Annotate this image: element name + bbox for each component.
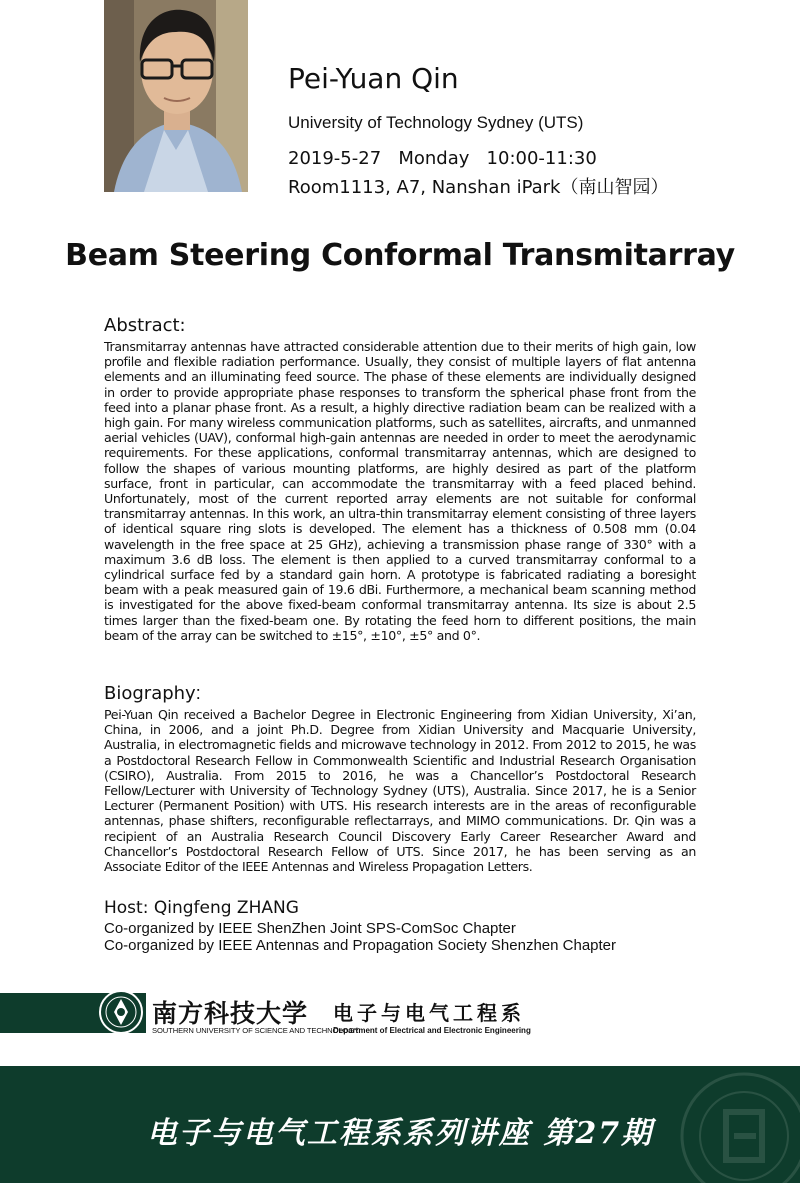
biography-heading [104,683,201,704]
talk-location: Room1113, A7, Nanshan iPark（南山智园） [288,177,669,198]
lecture-series-title: 电子与电气工程系系列讲座 第27期 [146,1116,654,1151]
biography-heading-colon: : [195,683,201,703]
university-name-cn: 南方科技大学 [152,999,309,1028]
biography-text: Pei-Yuan Qin received a Bachelor Degree in Electronic Engineering from Xidian University, Xi’an, China, in 2006, and a joint Ph.D. Degree from Xidian University and Macquarie University, Australia, in electromagnetic fields and microwave technology in 2012. From 2012 to 2015, he was a Postdoctoral Research Fellow in Commonwealth Scientific and Industrial Research Organisation (CSIRO), Australia. From 2015 to 2016, he was a Chancellor’s Postdoctoral Research Fellow/Lecturer with University of Technology Sydney (UTS), Australia. Since 2017, he is a Senior Lecturer (Permanent Position) with UTS. His research interests are in the areas of reconfigurable antennas, phase shifters, reconfigurable reflectarrays, and MIMO communications. Dr. Qin was a recipient of an Australia Research Council Discovery Early Career Researcher Award and Chancellor’s Postdoctoral Research Fellow of UTS. Since 2017, he has been serving as an Associate Editor of the IEEE Antennas and Wireless Propagation Letters. [104,707,696,875]
university-emblem-icon [98,989,144,1035]
talk-datetime: 2019-5-27 Monday 10:00-11:30 [288,148,597,169]
biography-heading-label: Biography [104,683,196,704]
speaker-photo [104,0,248,192]
talk-title: Beam Steering Conformal Transmitarray [65,238,735,273]
abstract-heading: Abstract: [104,315,186,336]
department-name-cn: 电子与电气工程系 [333,1001,525,1025]
host-line: Host: Qingfeng ZHANG [104,898,299,918]
university-name-en: SOUTHERN UNIVERSITY OF SCIENCE AND TECHNOLOGY [152,1026,360,1035]
footer-banner [0,1066,800,1183]
speaker-name: Pei-Yuan Qin [288,62,459,95]
coorganizer-1: Co-organized by IEEE ShenZhen Joint SPS-ComSoc Chapter [104,920,516,937]
speaker-affiliation: University of Technology Sydney (UTS) [288,113,584,132]
department-name-en: Department of Electrical and Electronic Engineering [333,1026,531,1035]
abstract-text: Transmitarray antennas have attracted considerable attention due to their merits of high gain, low profile and flexible radiation performance. Usually, they consist of multiple layers of flat antenna elements and an illuminating feed source. The phase of these elements are individually designed in order to provide appropriate phase responses to transform the spherical phase front from the feed into a planar phase front. As a result, a highly directive radiation beam can be realized with a high gain. For many wireless communication platforms, such as satellites, aircrafts, and unmanned aerial vehicles (UAV), conformal high-gain antennas are needed in order to meet the aerodynamic requirements. For these applications, conformal transmitarray antennas, which are designed to follow the shapes of various mounting platforms, are highly desired as part of the platform surface, front in particular, can accommodate the transmitarray with a feed placed behind. Unfortunately, most of the current reported array elements are not suitable for conformal transmitarray antennas. In this work, an ultra-thin transmitarray element consisting of three layers of identical square ring slots is developed. The element has a thickness of 0.508 mm (0.04 wavelength in the free space at 25 GHz), achieving a transmission phase range of 330° with a maximum 3.6 dB loss. The element is then applied to a curved transmitarray conformal to a cylindrical surface fed by a standard gain horn. A prototype is fabricated radiating a boresight beam with a peak measured gain of 19.6 dBi. Furthermore, a mechanical beam scanning method is investigated for the above fixed-beam conformal transmitarray antenna. Its size is about 2.5 times larger than the fixed-beam one. By rotating the feed horn to different positions, the main beam of the array can be switched to ±15°, ±10°, ±5° and 0°. [104,339,696,643]
coorganizer-2: Co-organized by IEEE Antennas and Propagation Society Shenzhen Chapter [104,937,617,954]
